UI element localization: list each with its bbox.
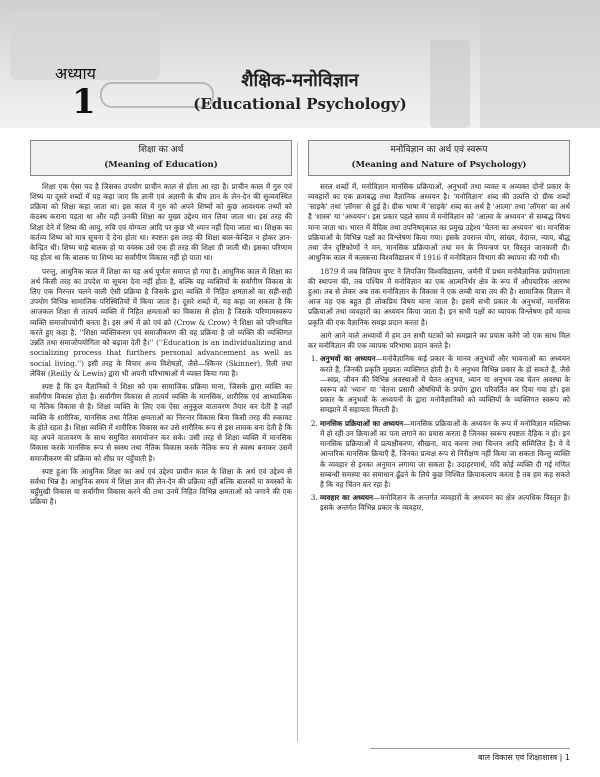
list-item-text: —मनोविज्ञान के अन्तर्गत व्यवहारों के अध्ययन का क्षेत्र अत्यधिक विस्तृत है। इसके अन्तर्गत विभिन्न प्रकार के व्यवहार,: [320, 493, 570, 513]
list-item-lead: मानसिक प्रक्रियाओं का अध्ययन: [320, 418, 404, 428]
paragraph: स्पष्ट है कि इन वैज्ञानिकों ने शिक्षा को एक सामाजिक प्रक्रिया माना, जिसके द्वारा व्यक्ति का सर्वांगीण विकास होता है। सर्वांगीण विकास से तात्पर्य व्यक्ति के मानसिक, शारीरिक एवं आध्यात्मिक या नैतिक विकास से है। शिक्षा व्यक्ति के लिए एक ऐसा अनुकूल वातावरण तैयार कर देती है जहाँ व्यक्ति के शारीरिक, मानसिक तथा नैतिक क्षमताओं का निरन्तर विकास बिना किसी तरह की रुकावट के होते रहता है। शिक्षा व्यक्ति में शारीरिक विकास कर उसे शारीरिक रूप से इस लायक बना देती है कि वह अपने वातावरण के साथ समुचित समायोजन कर सके। उसी तरह से शिक्षा व्यक्ति में मानसिक विकास करके मानसिक रूप से स्वस्थ तथा नैतिक विकास करके नैतिक रूप से स्वस्थ बनाकर उसमें समाजीकरण की प्रक्रिया को शीघ्र पर पहुँचाती है।: [30, 381, 292, 463]
paragraph: शिक्षा एक ऐसा पद है जिसका उपयोग प्राचीन काल से होता आ रहा है। प्राचीन काल में गुरु एवं शिष्य या दूसरे शब्दों में यह कहा जाए कि ज्ञानी एवं अज्ञानी के बीच ज्ञान के लेन-देन की सुव्यवस्थित प्रक्रिया को शिक्षा कहा जाता था। इस काल में गुरु को अपने शिष्यों को कुछ आवश्यक तथ्यों को कंठस्थ कराना पड़ता था और यही उनकी शिक्षा का मुख्य उद्देश्य मान लिया जाता था। इस तरह की शिक्षा देने में शिष्य की आयु, रुचि एवं योग्यता आदि पर कुछ भी ध्यान नहीं दिया जाता था। शिक्षक का कर्तव्य शिष्य को मात्र सूचना दे देना होता था। स्पष्टतः इस तरह की शिक्षा बाल-केन्द्रित न होकर ज्ञान-केन्द्रित थी। शिष्य चाहे बालक हो या वयस्क उसे एक ही तरह की शिक्षा दी जाती थी। इसका परिणाम यह होता था कि बालक या शिष्य का सर्वांगीण विकास नहीं हो पाता था।: [30, 181, 292, 263]
paragraph: परन्तु, आधुनिक काल में शिक्षा का यह अर्थ पूर्णतः समाप्त हो गया है। आधुनिक काल में शिक्षा का अर्थ किसी तरह का उपदेश या सूचना देना नहीं होता है, बल्कि यह व्यक्तियों के सर्वांगीण विकास के लिए एक निरन्तर चलने वाली ऐसी प्रक्रिया है जिसके द्वारा व्यक्ति में निहित क्षमताओं का सही-सही उपयोग विभिन्न सामाजिक परिस्थितियों में किया जाता है। दूसरे शब्दों में, यह कहा जा सकता है कि आजकल शिक्षा से तात्पर्य व्यक्ति में निहित क्षमताओं का विकास से होता है जिसके परिणामस्वरूप व्यक्ति समाजोपयोगी बनता है। इस अर्थ में क्रो एवं क्रो (Crow & Crow) ने शिक्षा को परिभाषित करते हुए कहा है, ''शिक्षा व्यक्तिकरण एवं समाजीकरण की वह प्रक्रिया है जो व्यक्ति की व्यक्तिगत उन्नति तथा समाजोपयोगिता को बढ़ावा देती है।'' (''Education is an individualizing and socializing process that furthers personal advancement as well as social living.'') इसी तरह के विचार अन्य विशेषज्ञों, जैसे—स्किनर (Skinner), रिली तथा लेविस (Reilly & Lewis) द्वारा भी अपनी परिभाषाओं में व्यक्त किया गया है।: [30, 266, 292, 378]
chapter-title-hindi: शैक्षिक-मनोविज्ञान: [241, 70, 359, 91]
right-column: [308, 140, 570, 517]
list-item: [320, 354, 570, 415]
list-item: [320, 419, 570, 491]
section-heading-english: (Meaning and Nature of Psychology): [351, 159, 527, 170]
list-item: [320, 493, 570, 513]
list-item-text: —मानसिक प्रक्रियाओं के अध्ययन के रूप में मनोविज्ञान मस्तिष्क में हो रही उन क्रियाओं का पता लगाने का प्रयास करता है जिनका स्वरूप स्पष्टतः दैहिक न हो। इन मानसिक प्रक्रियाओं में प्रत्यक्षीकरण, सीखना, याद करना तथा चिन्तन आदि सम्मिलित है। ये वे आन्तरिक मानसिक क्रियाएँ हैं, जिनका प्रत्यक्ष रूप से निरीक्षण नहीं किया जा सकता किन्तु व्यक्ति के व्यवहार से इनका अनुमान लगाया जा सकता है। उदाहरणार्थ, यदि कोई व्यक्ति दी गई गणित सम्बन्धी समस्या का समाधान ढूँढने के लिये कुछ निश्चित क्रियाकलाप करता है तब हम कह सकते है कि वह चिंतन कर रहा है।: [320, 418, 570, 489]
section-heading-hindi: शिक्षा का अर्थ: [138, 145, 184, 155]
page-footer: बाल विकास एवं शिक्षाशास्त्र | 1: [370, 748, 570, 763]
section-heading-english: (Meaning of Education): [104, 159, 218, 170]
list-item-text: —मनोवैज्ञानिक कई प्रकार के मानव अनुभवों और भावनाओं का अध्ययन करते हैं, जिनकी प्रकृति मुख्यतः व्यक्तिगत होती है। ये अनुभव विभिन्न प्रकार के हो सकते हैं, जैसे—स्वप्न, जीवन की विभिन्न अवस्थाओं में चेतन अनुभव, ध्यान या अनुभव जब चेतन अवस्था के स्वरूप को 'ध्यान' या 'चेतना प्रसारी औषधियों के प्रयोग द्वारा परिवर्तित कर दिया गया हो। इस प्रकार के अनुभवों के अध्ययनों के द्वारा मनोवैज्ञानिकों को व्यक्तियों के व्यक्तिगत स्वरूप को समझाने में सहायता मिलती है।: [320, 354, 570, 415]
section-heading: [30, 140, 292, 176]
chapter-title-english: (Educational Psychology): [193, 95, 407, 113]
chapter-label: अध्याय: [55, 64, 96, 83]
paragraph: सरल शब्दों में, मनोविज्ञान मानसिक प्रक्रियाओं, अनुभवों तथा व्यक्त व अव्यक्त दोनों प्रकार के व्यवहारों का एक क्रमबद्ध तथा वैज्ञानिक अध्ययन है। 'मनोविज्ञान' शब्द की उत्पत्ति दो ग्रीक शब्दों 'साइके' तथा 'लॉगस' से हुई है। ग्रीक भाषा में 'साइके' शब्द का अर्थ है 'आत्मा' तथा 'लॉगस' का अर्थ है 'शास्त्र' या 'अध्ययन'। इस प्रकार पहले समय में मनोविज्ञान को 'आत्मा के अध्ययन' से सम्बद्ध विषय माना जाता था। भारत में वैदिक तथा उपनिषद्काल का प्रमुख उद्देश्य 'चेतना का अध्ययन' था। मानसिक प्रक्रियाओं के विभिन्न पक्षों का विश्लेषण किया गया। इसके उपरान्त योग, सांख्य, वेदान्त, न्याय, बौद्ध तथा जैन दृष्टिकोणों ने मन, मानसिक प्रक्रियाओं तथा मन के नियन्त्रण पर विस्तृत जानकारी दी। आधुनिक काल में कलकत्ता विश्वविद्यालय में 1916 में मनोविज्ञान विभाग की स्थापना की गयी थी।: [308, 181, 570, 263]
chapter-number: 1: [72, 82, 96, 122]
list-item-lead: व्यवहार का अध्ययन: [320, 493, 374, 503]
left-column: [30, 140, 292, 511]
paragraph: स्पष्ट हुआ कि आधुनिक शिक्षा का अर्थ एवं उद्देश्य प्राचीन काल के शिक्षा के अर्थ एवं उद्देश्य से सर्वथा भिन्न है। आधुनिक समय में शिक्षा ज्ञान की लेन-देन की प्रक्रिया नहीं बल्कि बालकों या वयस्कों के चहुँमुखी विकास या सर्वांगीण विकास करने की तथा उनमें निहित विभिन्न क्षमताओं को जगाने की एक प्रक्रिया है।: [30, 466, 292, 507]
column-divider: [297, 142, 298, 742]
list-item-lead: अनुभवों का अध्ययन: [320, 354, 376, 364]
numbered-list: [308, 354, 570, 513]
paragraph: आगे आने वाले अध्यायों में हम उन सभी घटकों को समझाने का प्रयास करेंगे जो एक साथ मिल कर मनोविज्ञान की एक व्यापक परिभाषा प्रदान करते है।: [308, 330, 570, 351]
section-heading-hindi: मनोविज्ञान का अर्थ एवं स्वरूप: [390, 145, 488, 155]
paragraph: 1879 में जब विलियम वुण्ट ने लिपजिग विश्वविद्यालय, जर्मनी में प्रथम मनोवैज्ञानिक प्रयोगशाला की स्थापना की, तब पश्चिम में मनोविज्ञान का एक आत्मनिर्भर क्षेत्र के रूप में औपचारिक आरम्भ हुआ। तब से लेकर अब तक मनोविज्ञान के विकास ने एक लम्बी यात्रा तय की है। सामाजिक विज्ञान में आज यह एक बहुत ही लोकप्रिय विषय माना जाता है। इसमें सभी प्रकार के अनुभवों, मानसिक प्रक्रियाओं तथा व्यवहारों का अध्ययन किया जाता है। इन सभी पक्षों का व्यापक विश्लेषण हमें मानव प्रकृति की एक वैज्ञानिक समझ प्रदान करता है।: [308, 266, 570, 327]
section-heading: [308, 140, 570, 176]
